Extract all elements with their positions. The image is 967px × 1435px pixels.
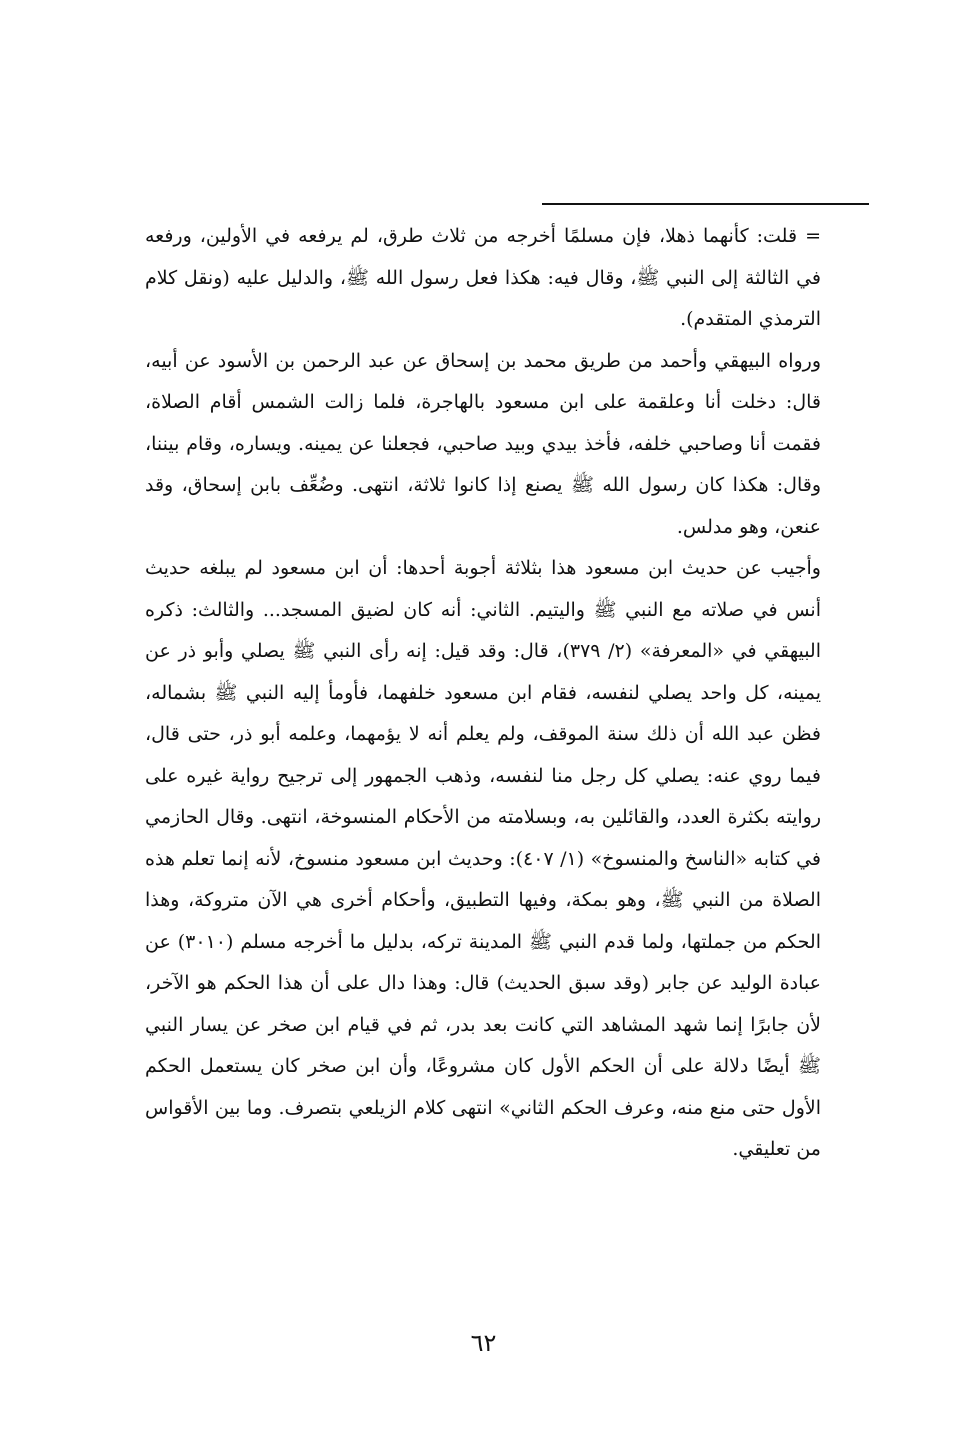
footnote-separator-rule xyxy=(542,203,869,205)
footnote-text xyxy=(145,216,821,1171)
footnote-paragraph-1: = قلت: كأنهما ذهلا، فإن مسلمًا أخرجه من ثلاث طرق، لم يرفعه في الأولين، ورفعه في الثالثة إلى النبي ﷺ، وقال فيه: هكذا فعل رسول الله ﷺ، والدليل عليه (ونقل كلام الترمذي المتقدم). xyxy=(145,225,821,330)
footnote-paragraph-3: وأجيب عن حديث ابن مسعود هذا بثلاثة أجوبة أحدها: أن ابن مسعود لم يبلغه حديث أنس في صلاته مع النبي ﷺ واليتيم. الثاني: أنه كان لضيق المسجد... والثالث: ذكره البيهقي في «المعرفة» (٢/ ٣٧٩)، قال: وقد قيل: إنه رأى النبي ﷺ يصلي وأبو ذر عن يمينه، كل واحد يصلي لنفسه، فقام ابن مسعود خلفهما، فأومأ إليه النبي ﷺ بشماله، فظن عبد الله أن ذلك سنة الموقف، ولم يعلم أنه لا يؤمهما، وعلمه أبو ذر، حتى قال، فيما روي عنه: يصلي كل رجل منا لنفسه، وذهب الجمهور إلى ترجيح رواية غيره على روايته بكثرة العدد، والقائلين به، وبسلامته من الأحكام المنسوخة، انتهى. وقال الحازمي في كتابه «الناسخ والمنسوخ» (١/ ٤٠٧): وحديث ابن مسعود منسوخ، لأنه إنما تعلم هذه الصلاة من النبي ﷺ، وهو بمكة، وفيها التطبيق، وأحكام أخرى هي الآن متروكة، وهذا الحكم من جملتها، ولما قدم النبي ﷺ المدينة تركه، بدليل ما أخرجه مسلم (٣٠١٠) عن عبادة الوليد عن جابر (وقد سبق الحديث) قال: وهذا دال على أن هذا الحكم هو الآخر، لأن جابرًا إنما شهد المشاهد التي كانت بعد بدر، ثم في قيام ابن صخر عن يسار النبي ﷺ أيضًا دلالة على أن الحكم الأول كان مشروعًا، وأن ابن صخر كان يستعمل الحكم الأول حتى منع منه، وعرف الحكم الثاني» انتهى كلام الزيلعي بتصرف. وما بين الأقواس من تعليقي. xyxy=(145,557,821,1160)
footnote-paragraph-2: ورواه البيهقي وأحمد من طريق محمد بن إسحاق عن عبد الرحمن بن الأسود عن أبيه، قال: دخلت أنا وعلقمة على ابن مسعود بالهاجرة، فلما زالت الشمس أقام الصلاة، فقمت أنا وصاحبي خلفه، فأخذ بيدي وبيد صاحبي، فجعلنا عن يمينه. ويساره، وقام بيننا، وقال: هكذا كان رسول الله ﷺ يصنع إذا كانوا ثلاثة، انتهى. وضُعِّف بابن إسحاق، وقد عنعن، وهو مدلس. xyxy=(145,349,821,538)
page-number: ٦٢ xyxy=(470,1329,497,1357)
